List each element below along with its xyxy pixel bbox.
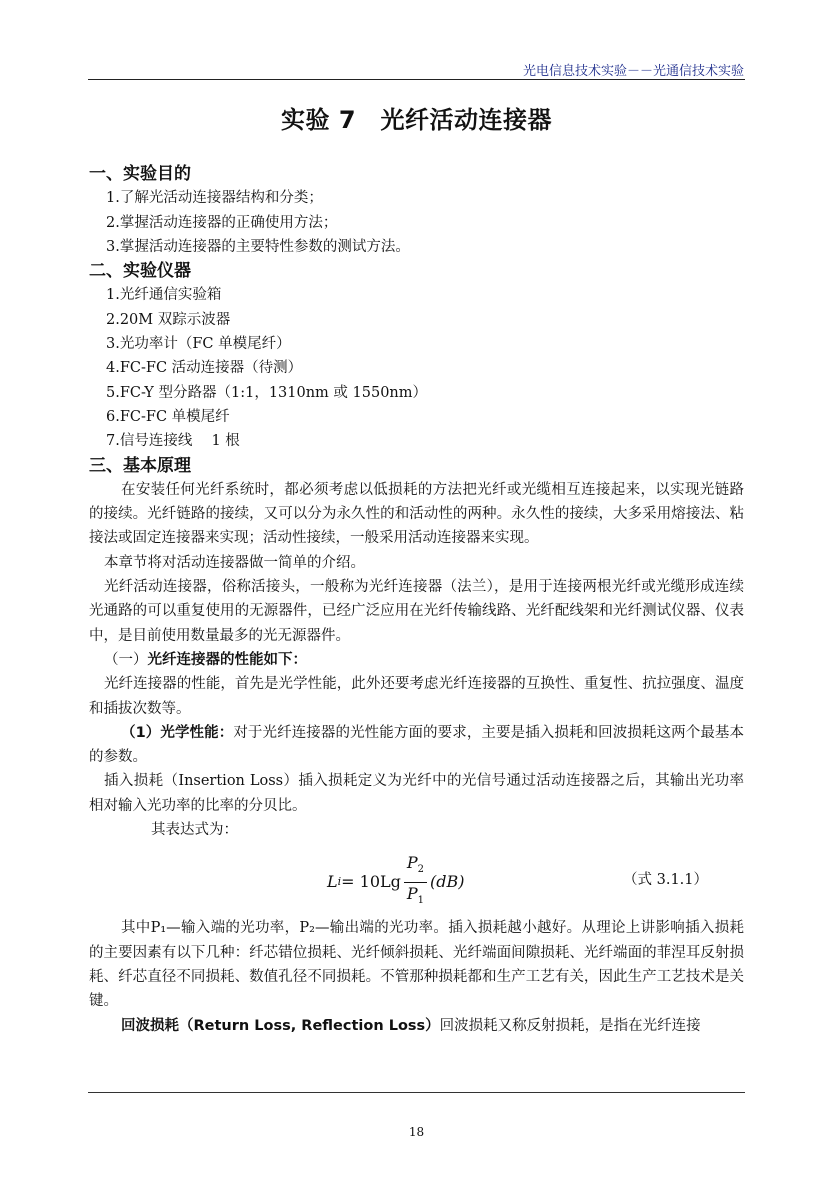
running-header: 光电信息技术实验－－光通信技术实验	[522, 64, 744, 79]
list-item: 7.信号连接线 1 根	[106, 433, 240, 450]
list-item: 1.了解光活动连接器结构和分类；	[106, 190, 323, 207]
list-item: 3.光功率计（FC 单模尾纤）	[106, 336, 291, 353]
paragraph-text: 回波损耗又称反射损耗，是指在光纤连接	[439, 1017, 701, 1034]
paragraph: 其中P₁—输入端的光功率，P₂—输出端的光功率。插入损耗越小越好。从理论上讲影响插入损耗的主要因素有以下几种：纤芯错位损耗、光纤倾斜损耗、光纤端面间隙损耗、光纤端面的菲涅耳反射损耗、纤芯直径不同损耗、数值孔径不同损耗。不管那种损耗都和生产工艺有关，因此生产工艺技术是关键。	[89, 920, 744, 1010]
document-body	[89, 162, 744, 1038]
eq-fraction	[404, 852, 427, 911]
equation-label: （式 3.1.1）	[623, 872, 709, 889]
list-item: 3.掌握活动连接器的主要特性参数的测试方法。	[106, 238, 410, 255]
list-item: 4.FC-FC 活动连接器（待测）	[106, 360, 303, 377]
bold-term: 回波损耗（Return Loss, Reflection Loss）	[121, 1017, 440, 1034]
subheading-bold: 光纤连接器的性能如下：	[147, 651, 307, 668]
eq-denominator: $P_1$	[406, 883, 425, 906]
paragraph	[89, 1014, 744, 1038]
subheading-prefix: （一）	[104, 651, 148, 668]
list-item: 2.20M 双踪示波器	[106, 311, 231, 328]
paragraph: 光纤连接器的性能，首先是光学性能，此外还要考虑光纤连接器的互换性、重复性、抗拉强度、温度和插拔次数等。	[89, 676, 744, 717]
header-rule	[88, 79, 745, 80]
equation	[327, 852, 465, 911]
section-heading-principle: 三、基本原理	[89, 455, 191, 476]
eq-unit: (dB)	[430, 871, 465, 891]
list-item: 6.FC-FC 单模尾纤	[106, 408, 230, 425]
bold-term: （1）光学性能：	[121, 724, 234, 741]
eq-lhs: L	[327, 871, 338, 891]
eq-numerator: $P_2$	[404, 852, 427, 882]
list-item: 2.掌握活动连接器的正确使用方法；	[106, 214, 338, 231]
paragraph: 其表达式为：	[151, 822, 238, 839]
paragraph: 在安装任何光纤系统时，都必须考虑以低损耗的方法把光纤或光缆相互连接起来，以实现光链路的接续。光纤链路的接续，又可以分为永久性的和活动性的两种。永久性的接续，大多采用熔接法、粘接法或固定连接器来实现；活动性接续，一般采用活动连接器来实现。	[89, 481, 744, 547]
list-item: 1.光纤通信实验箱	[106, 287, 222, 304]
paragraph-text: 对于光纤连接器的光性能方面的要求，主要是插入损耗和回波损耗这两个最基本的参数。	[89, 724, 745, 766]
page-title: 实验 7 光纤活动连接器	[280, 106, 553, 134]
section-heading-instruments: 二、实验仪器	[89, 261, 191, 282]
page-number: 18	[408, 1125, 425, 1139]
paragraph: 光纤活动连接器，俗称活接头，一般称为光纤连接器（法兰），是用于连接两根光纤或光缆形成连续光通路的可以重复使用的无源器件，已经广泛应用在光纤传输线路、光纤配线架和光纤测试仪器、仪表中，是目前使用数量最多的光无源器件。	[89, 579, 744, 644]
paragraph: 本章节将对活动连接器做一简单的介绍。	[104, 554, 365, 571]
paragraph	[89, 721, 744, 770]
section-heading-purpose: 一、实验目的	[89, 164, 191, 184]
footer-rule	[88, 1092, 745, 1093]
eq-coef: = 10Lg	[341, 871, 401, 891]
equation-row	[89, 848, 744, 912]
eq-lhs-sub: i	[337, 874, 342, 888]
subheading	[89, 648, 744, 672]
paragraph: 插入损耗（Insertion Loss）插入损耗定义为光纤中的光信号通过活动连接器之后，其输出光功率相对输入光功率的比率的分贝比。	[89, 773, 744, 814]
list-item: 5.FC-Y 型分路器（1:1，1310nm 或 1550nm）	[106, 384, 428, 401]
